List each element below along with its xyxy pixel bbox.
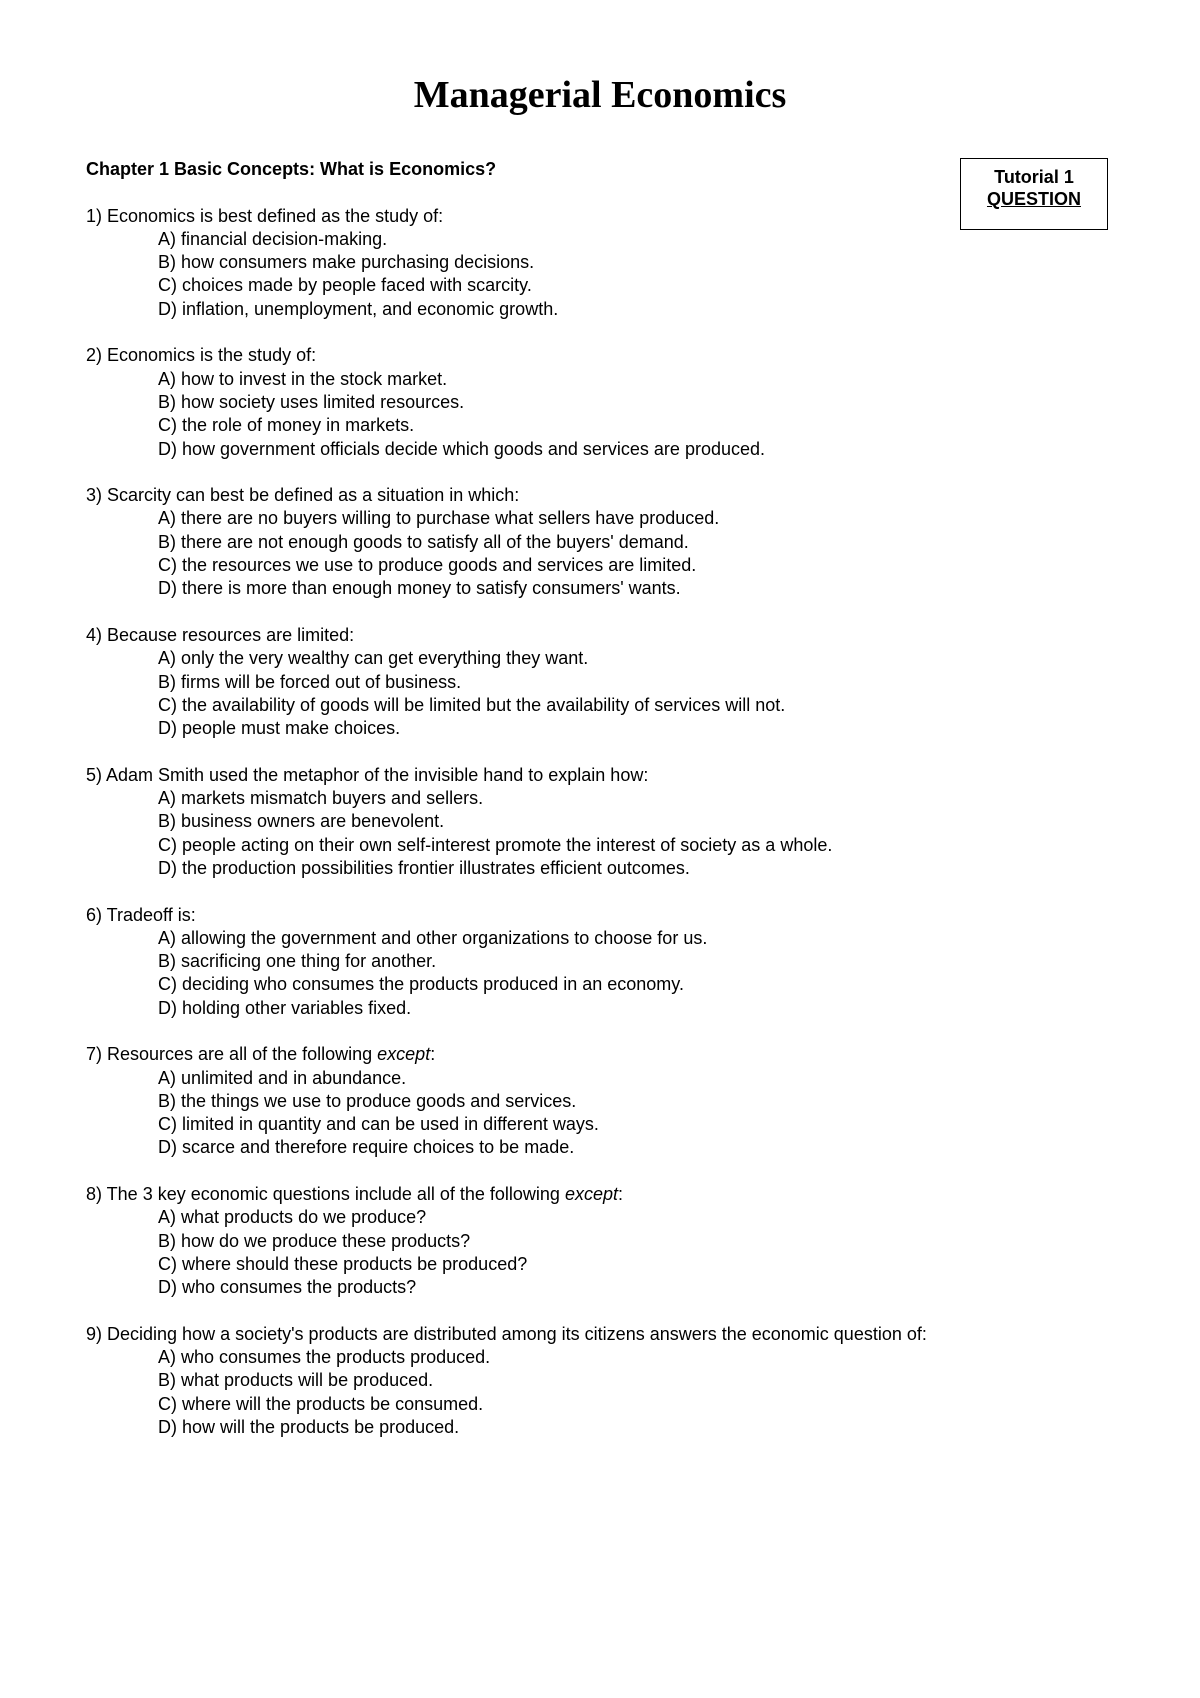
- question-stem: 5) Adam Smith used the metaphor of the invisible hand to explain how:: [86, 764, 649, 785]
- answer-option-a: A) what products do we produce?: [158, 1207, 427, 1228]
- answer-option-d: D) people must make choices.: [158, 718, 401, 739]
- answer-option-c: C) the resources we use to produce goods and services are limited.: [158, 555, 697, 576]
- answer-option-c: C) the role of money in markets.: [158, 415, 415, 436]
- answer-option-c: C) deciding who consumes the products produced in an economy.: [158, 974, 684, 995]
- answer-option-a: A) who consumes the products produced.: [158, 1347, 491, 1368]
- answer-option-d: D) how will the products be produced.: [158, 1417, 460, 1438]
- question-stem: 3) Scarcity can best be defined as a situation in which:: [86, 485, 520, 506]
- tutorial-label: Tutorial 1: [994, 167, 1074, 187]
- question-8: [86, 1183, 1066, 1299]
- document-title: Managerial Economics: [413, 74, 787, 116]
- answer-option-b: B) business owners are benevolent.: [158, 811, 445, 832]
- answer-option-a: A) only the very wealthy can get everything they want.: [158, 648, 589, 669]
- answer-option-a: A) financial decision-making.: [158, 228, 388, 249]
- answer-option-b: B) how society uses limited resources.: [158, 391, 465, 412]
- answer-option-b: B) how do we produce these products?: [158, 1230, 471, 1251]
- stem-punctuation: :: [430, 1044, 436, 1065]
- question-3: [86, 484, 1066, 600]
- question-stem: 9) Deciding how a society's products are distributed among its citizens answers the economic question of:: [86, 1323, 927, 1344]
- stem-text: 8) The 3 key economic questions include all of the following: [86, 1184, 565, 1205]
- question-6: [86, 904, 1066, 1020]
- answer-option-b: B) firms will be forced out of business.: [158, 671, 462, 692]
- question-2: [86, 344, 1066, 460]
- answer-option-b: B) what products will be produced.: [158, 1370, 434, 1391]
- answer-option-d: D) how government officials decide which goods and services are produced.: [158, 438, 765, 459]
- question-stem: 6) Tradeoff is:: [86, 904, 196, 925]
- answer-option-c: C) choices made by people faced with scarcity.: [158, 275, 532, 296]
- answer-option-b: B) the things we use to produce goods and services.: [158, 1090, 577, 1111]
- question-stem: [86, 1183, 1066, 1206]
- stem-punctuation: :: [618, 1184, 624, 1205]
- stem-emphasis: except: [564, 1184, 618, 1205]
- question-sheet: [86, 158, 1066, 1463]
- question-stem: [86, 1043, 1066, 1066]
- answer-option-d: D) scarce and therefore require choices to be made.: [158, 1137, 575, 1158]
- question-5: [86, 764, 1066, 880]
- answer-option-b: B) sacrificing one thing for another.: [158, 951, 437, 972]
- question-stem: 2) Economics is the study of:: [86, 345, 317, 366]
- answer-option-d: D) there is more than enough money to satisfy consumers' wants.: [158, 578, 681, 599]
- chapter-heading: Chapter 1 Basic Concepts: What is Economics?: [86, 159, 497, 179]
- answer-option-b: B) how consumers make purchasing decisions.: [158, 252, 535, 273]
- question-4: [86, 624, 1066, 740]
- answer-option-a: A) allowing the government and other organizations to choose for us.: [158, 927, 708, 948]
- question-stem: 1) Economics is best defined as the study of:: [86, 205, 444, 226]
- answer-option-d: D) holding other variables fixed.: [158, 997, 412, 1018]
- answer-option-a: A) there are no buyers willing to purchase what sellers have produced.: [158, 508, 720, 529]
- stem-emphasis: except: [377, 1044, 431, 1065]
- answer-option-c: C) people acting on their own self-interest promote the interest of society as a whole.: [158, 834, 833, 855]
- answer-option-c: C) where will the products be consumed.: [158, 1393, 484, 1414]
- answer-option-d: D) inflation, unemployment, and economic growth.: [158, 298, 559, 319]
- question-label: QUESTION: [986, 189, 1081, 209]
- answer-option-a: A) markets mismatch buyers and sellers.: [158, 788, 484, 809]
- answer-option-d: D) the production possibilities frontier illustrates efficient outcomes.: [158, 857, 690, 878]
- answer-option-c: C) limited in quantity and can be used in different ways.: [158, 1114, 599, 1135]
- answer-option-a: A) how to invest in the stock market.: [158, 368, 448, 389]
- question-7: [86, 1043, 1066, 1159]
- answer-option-b: B) there are not enough goods to satisfy all of the buyers' demand.: [158, 531, 689, 552]
- answer-option-a: A) unlimited and in abundance.: [158, 1067, 407, 1088]
- answer-option-d: D) who consumes the products?: [158, 1277, 417, 1298]
- answer-option-c: C) the availability of goods will be limited but the availability of services will not.: [158, 694, 786, 715]
- question-1: [86, 205, 1066, 321]
- question-stem: 4) Because resources are limited:: [86, 624, 355, 645]
- answer-option-c: C) where should these products be produced?: [158, 1253, 528, 1274]
- question-9: [86, 1323, 1066, 1439]
- stem-text: 7) Resources are all of the following: [86, 1044, 378, 1065]
